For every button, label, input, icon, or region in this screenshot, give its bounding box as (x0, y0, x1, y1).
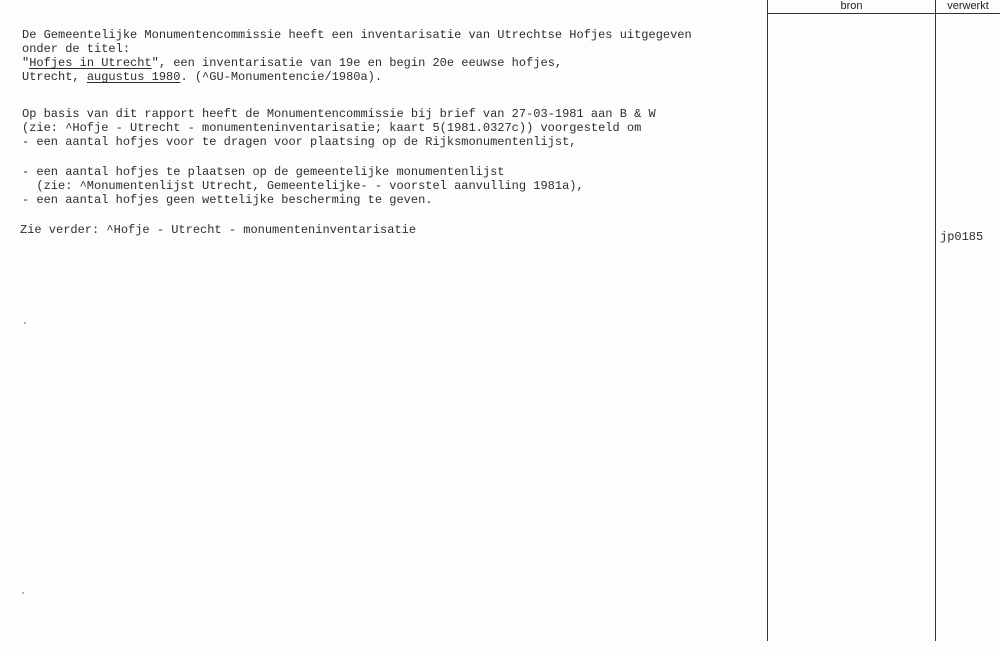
paper-speck (24, 322, 26, 324)
paragraph1-line3 (22, 56, 562, 70)
paragraph1-line1: De Gemeentelijke Monumentencommissie heeft een inventarisatie van Utrechtse Hofjes uitgegeven (22, 28, 692, 42)
paragraph1-line4 (22, 70, 382, 84)
verwerkt-column-divider (935, 0, 936, 641)
paragraph2-line2: (zie: ^Hofje - Utrecht - monumenteninventarisatie; kaart 5(1981.0327c)) voorgesteld om (22, 121, 642, 135)
bron-column-divider (767, 0, 768, 641)
bron-column-header: bron (840, 0, 863, 12)
paragraph1-line4-start: Utrecht, (22, 70, 87, 84)
see-also-reference: Zie verder: ^Hofje - Utrecht - monumenteninventarisatie (20, 223, 417, 237)
paragraph2-line3: - een aantal hofjes voor te dragen voor plaatsing op de Rijksmonumentenlijst, (22, 135, 577, 149)
paragraph1-line4-rest: . (^GU-Monumentencie/1980a). (180, 70, 383, 84)
publication-date: augustus 1980 (86, 70, 181, 84)
paragraph3-line1: - een aantal hofjes te plaatsen op de gemeentelijke monumentenlijst (22, 165, 505, 179)
paper-speck (22, 592, 24, 594)
verwerkt-column-header: verwerkt (947, 0, 989, 12)
paragraph3-line2: (zie: ^Monumentenlijst Utrecht, Gemeentelijke- - voorstel aanvulling 1981a), (22, 179, 584, 193)
quote-open: " (22, 56, 30, 70)
publication-title: Hofjes in Utrecht (29, 56, 152, 70)
column-header-rule (767, 13, 1000, 14)
paragraph2-line1: Op basis van dit rapport heeft de Monumentencommissie bij brief van 27-03-1981 aan B & W (22, 107, 656, 121)
paragraph1-line3-rest: ", een inventarisatie van 19e en begin 20e eeuwse hofjes, (151, 56, 563, 70)
paragraph1-line2: onder de titel: (22, 42, 131, 56)
verwerkt-code: jp0185 (940, 230, 984, 244)
paragraph3-line3: - een aantal hofjes geen wettelijke bescherming te geven. (22, 193, 433, 207)
